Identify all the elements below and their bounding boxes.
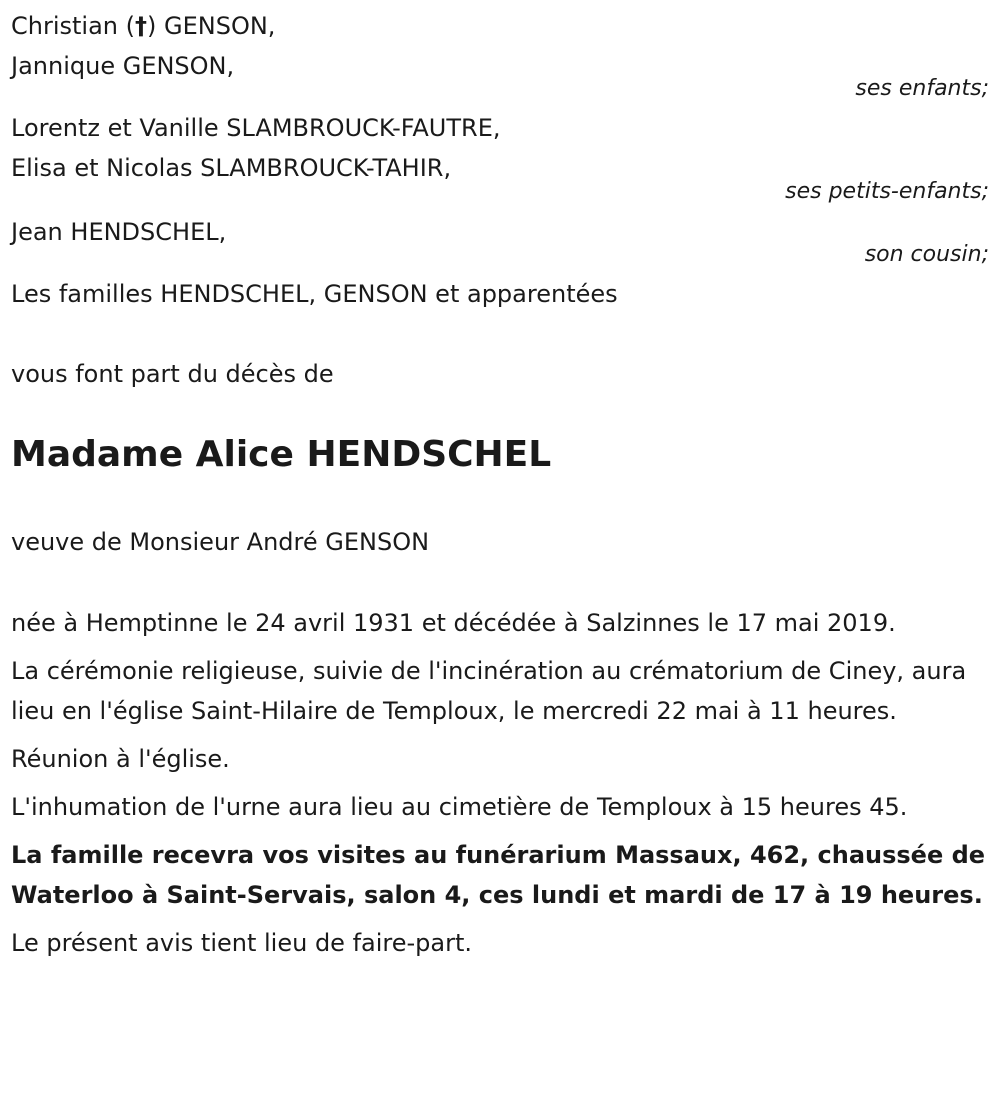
deceased-name: Madame Alice HENDSCHEL bbox=[11, 434, 552, 475]
dagger-icon: † bbox=[135, 12, 147, 40]
announcement-intro: vous font part du décès de bbox=[11, 360, 334, 388]
birth-death-paragraph: née à Hemptinne le 24 avril 1931 et décédée à Salzinnes le 17 mai 2019. bbox=[11, 609, 896, 637]
child-line-jannique: Jannique GENSON, bbox=[11, 52, 235, 80]
child-name-prefix: Christian ( bbox=[11, 12, 135, 40]
children-group bbox=[11, 6, 991, 86]
ceremony-paragraph: La cérémonie religieuse, suivie de l'incinération au crématorium de Ciney, aura lieu en l'église Saint-Hilaire de Temploux, le mercredi 22 mai à 11 heures. bbox=[11, 657, 967, 725]
grandchild-line-2: Elisa et Nicolas SLAMBROUCK-TAHIR, bbox=[11, 154, 452, 182]
visits-paragraph: La famille recevra vos visites au funérarium Massaux, 462, chaussée de Waterloo à Saint-Servais, salon 4, ces lundi et mardi de 17 à 19 heures. bbox=[11, 841, 986, 909]
child-line-christian bbox=[11, 6, 991, 46]
relation-grandchildren: ses petits-enfants; bbox=[785, 179, 989, 204]
grandchild-line-1: Lorentz et Vanille SLAMBROUCK-FAUTRE, bbox=[11, 114, 501, 142]
details-block bbox=[11, 603, 991, 963]
meeting-paragraph: Réunion à l'église. bbox=[11, 745, 230, 773]
families-line: Les familles HENDSCHEL, GENSON et apparentées bbox=[11, 280, 618, 308]
relation-children: ses enfants; bbox=[855, 76, 989, 101]
relation-cousin: son cousin; bbox=[864, 242, 989, 267]
burial-paragraph: L'inhumation de l'urne aura lieu au cimetière de Temploux à 15 heures 45. bbox=[11, 793, 908, 821]
grandchildren-group bbox=[11, 108, 991, 188]
closing-paragraph: Le présent avis tient lieu de faire-part. bbox=[11, 929, 473, 957]
widow-of-line: veuve de Monsieur André GENSON bbox=[11, 528, 430, 556]
child-name-suffix: ) GENSON, bbox=[147, 12, 276, 40]
cousin-line: Jean HENDSCHEL, bbox=[11, 218, 227, 246]
